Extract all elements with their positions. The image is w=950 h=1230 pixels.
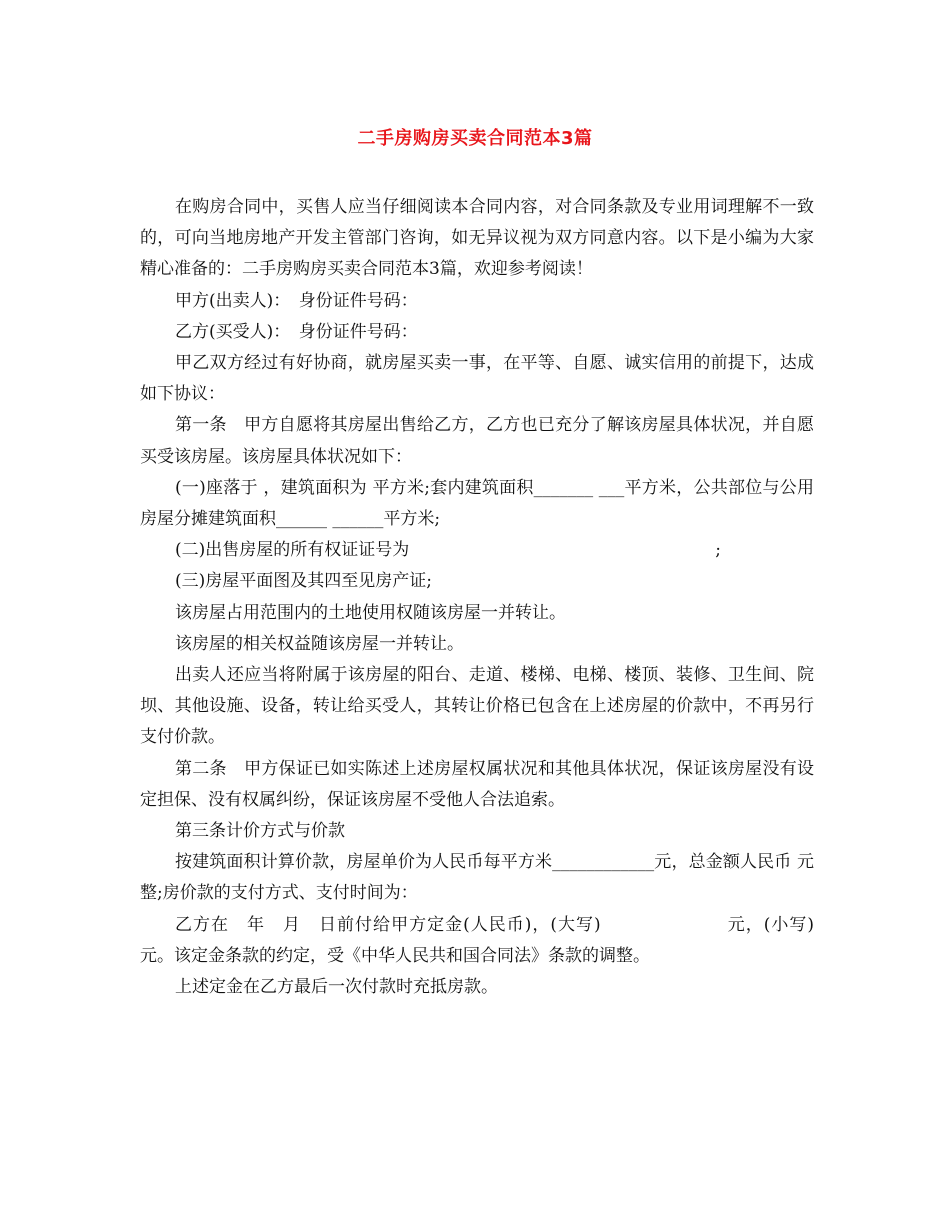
article-1-item-1: (一)座落于 ，建筑面积为 平方米;套内建筑面积_______ ___平方米，公共部位与公用房屋分摊建筑面积______ ______平方米; [140, 477, 814, 530]
document-body [140, 192, 814, 1003]
article-1-item-2: (二)出售房屋的所有权证证号为 ; [175, 540, 721, 561]
deposit-clause: 乙方在 年 月 日前付给甲方定金(人民币)，(大写) 元，(小写) 元。该定金条款的约定，受《中华人民共和国合同法》条款的调整。 [140, 914, 814, 966]
article-3-heading: 第三条计价方式与价款 [175, 821, 345, 842]
facilities-clause: 出卖人还应当将附属于该房屋的阳台、走道、楼梯、电梯、楼顶、装修、卫生间、院坝、其他设施、设备，转让给买受人，其转让价格已包含在上述房屋的价款中，不再另行支付价款。 [140, 665, 814, 748]
rights-clause: 该房屋的相关权益随该房屋一并转让。 [175, 633, 464, 654]
article-2: 第二条 甲方保证已如实陈述上述房屋权属状况和其他具体状况，保证该房屋没有设定担保、没有权属纠纷，保证该房屋不受他人合法追索。 [140, 758, 814, 810]
document-title: 二手房购房买卖合同范本3篇 [357, 128, 593, 149]
deposit-offset-clause: 上述定金在乙方最后一次付款时充抵房款。 [175, 977, 498, 998]
party-b-line: 乙方(买受人)： 身份证件号码： [175, 321, 418, 342]
intro-paragraph: 在购房合同中，买售人应当仔细阅读本合同内容，对合同条款及专业用词理解不一致的，可向当地房地产开发主管部门咨询，如无异议视为双方同意内容。以下是小编为大家精心准备的：二手房购房买卖合同范本3篇，欢迎参考阅读！ [140, 197, 814, 280]
agreement-preamble: 甲乙双方经过有好协商，就房屋买卖一事，在平等、自愿、诚实信用的前提下，达成如下协议： [140, 353, 814, 405]
party-a-line: 甲方(出卖人)： 身份证件号码： [175, 290, 418, 311]
article-1-item-3: (三)房屋平面图及其四至见房产证; [175, 571, 432, 592]
article-1: 第一条 甲方自愿将其房屋出售给乙方，乙方也已充分了解该房屋具体状况，并自愿买受该房屋。该房屋具体状况如下： [140, 415, 814, 467]
price-clause: 按建筑面积计算价款，房屋单价为人民币每平方米____________元，总金额人民币 元整;房价款的支付方式、支付时间为： [140, 852, 814, 904]
land-use-clause: 该房屋占用范围内的土地使用权随该房屋一并转让。 [175, 602, 566, 623]
